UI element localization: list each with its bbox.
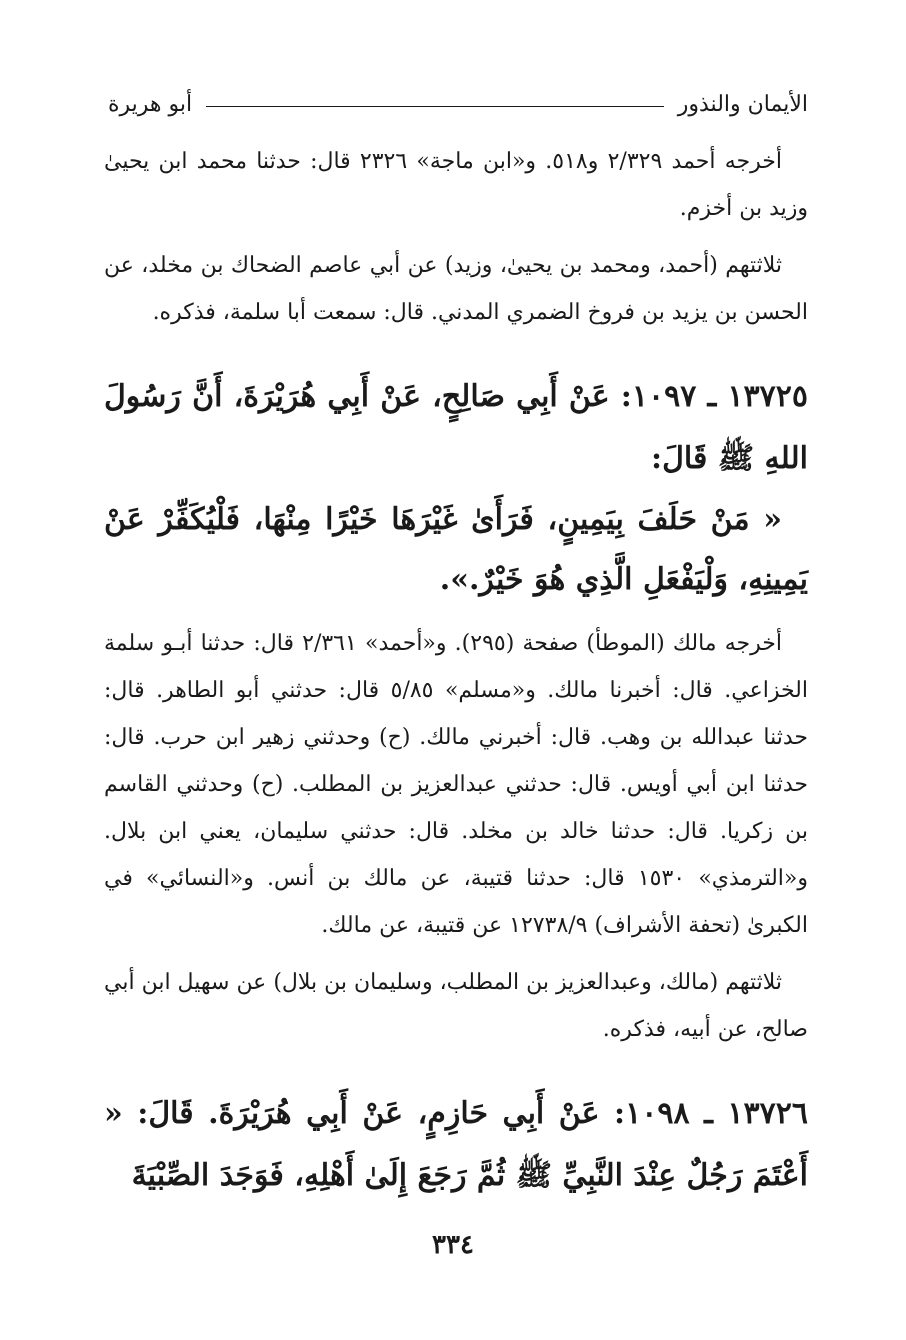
- section-title: الأيمان والنذور: [677, 91, 808, 117]
- spacer: [104, 336, 808, 366]
- hadith-isnad: ١٣٧٢٥ ـ ١٠٩٧: عَنْ أَبِي صَالِحٍ، عَنْ أَبِي هُرَيْرَةَ، أَنَّ رَسُولَ اللهِ ﷺ قَالَ:: [104, 379, 808, 476]
- hadith-isnad: ١٣٧٢٦ ـ ١٠٩٨: عَنْ أَبِي حَازِمٍ، عَنْ أَبِي هُرَيْرَةَ. قَالَ: « أَعْتَمَ رَجُلٌ عِنْدَ النَّبِيِّ ﷺ ثُمَّ رَجَعَ إِلَىٰ أَهْلِهِ، فَوَجَدَ الصِّبْيَةَ: [104, 1096, 808, 1193]
- spacer: [104, 1053, 808, 1083]
- header-rule: [206, 106, 664, 107]
- hadith-matn: « مَنْ حَلَفَ بِيَمِينٍ، فَرَأَىٰ غَيْرَهَا خَيْرًا مِنْهَا، فَلْيُكَفِّرْ عَنْ يَمِينِهِ، وَلْيَفْعَلِ الَّذِي هُوَ خَيْرٌ.».: [104, 502, 808, 597]
- page-number: ٣٣٤: [432, 1230, 474, 1260]
- spacer: [104, 610, 808, 620]
- takhrij-paragraph: ثلاثتهم (مالك، وعبدالعزيز بن المطلب، وسليمان بن بلال) عن سهيل ابن أبي صالح، عن أبيه، فذكره.: [104, 970, 808, 1042]
- takhrij-paragraph: ثلاثتهم (أحمد، ومحمد بن يحيىٰ، وزيد) عن أبي عاصم الضحاك بن مخلد، عن الحسن بن يزيد بن فروخ الضمري المدني. قال: سمعت أبا سلمة، فذكره.: [104, 253, 808, 325]
- spacer: [104, 949, 808, 959]
- running-header: [108, 84, 808, 124]
- spacer: [104, 232, 808, 242]
- page-body: [104, 138, 808, 1207]
- takhrij-paragraph: أخرجه أحمد ٢/٣٢٩ و٥١٨. و«ابن ماجة» ٢٣٢٦ قال: حدثنا محمد ابن يحيىٰ وزيد بن أخزم.: [104, 149, 808, 221]
- takhrij-paragraph: أخرجه مالك (الموطأ) صفحة (٢٩٥). و«أحمد» ٢/٣٦١ قال: حدثنا أبـو سلمة الخزاعي. قال: أخبرنا مالك. و«مسلم» ٥/٨٥ قال: حدثني أبو الطاهر. قال: حدثنا عبدالله بن وهب. قال: أخبرني مالك. (ح) وحدثني زهير ابن حرب. قال: حدثنا ابن أبي أويس. قال: حدثني عبدالعزيز بن المطلب. (ح) وحدثني القاسم بن زكريا. قال: حدثنا خالد بن مخلد. قال: حدثني سليمان، يعني ابن بلال. و«الترمذي» ١٥٣٠ قال: حدثنا قتيبة، عن مالك بن أنس. و«النسائي» في الكبرىٰ (تحفة الأشراف) ١٢٧٣٨/٩ عن قتيبة، عن مالك.: [104, 631, 809, 938]
- narrator-name: أبو هريرة: [108, 91, 193, 117]
